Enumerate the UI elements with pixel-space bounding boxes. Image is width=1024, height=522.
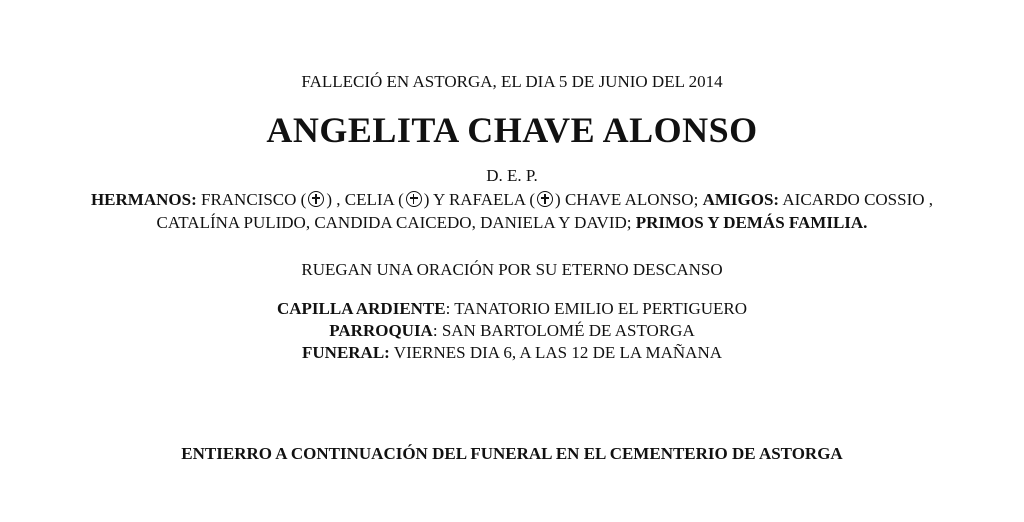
circled-cross-icon bbox=[308, 191, 324, 207]
family-line-2 bbox=[0, 212, 1024, 234]
parish-line bbox=[0, 320, 1024, 342]
parish-label: PARROQUIA bbox=[329, 321, 433, 340]
funeral-label: FUNERAL: bbox=[302, 343, 390, 362]
circled-cross-icon bbox=[406, 191, 422, 207]
friends-list-continued: CATALÍNA PULIDO, CANDIDA CAICEDO, DANIELA Y DAVID; bbox=[156, 213, 632, 232]
primos-text: PRIMOS Y DEMÁS FAMILIA. bbox=[635, 213, 868, 232]
death-date-line: FALLECIÓ EN ASTORGA, EL DIA 5 DE JUNIO DEL 2014 bbox=[301, 72, 723, 91]
prayer-request: RUEGAN UNA ORACIÓN POR SU ETERNO DESCANSO bbox=[301, 260, 723, 279]
funeral-value: VIERNES DIA 6, A LAS 12 DE LA MAÑANA bbox=[389, 343, 722, 362]
amigos-label: AMIGOS: bbox=[702, 190, 780, 209]
chapel-label: CAPILLA ARDIENTE bbox=[276, 299, 446, 318]
hermanos-label: HERMANOS: bbox=[90, 190, 197, 209]
francisco-text: FRANCISCO ( bbox=[200, 190, 307, 209]
funeral-line bbox=[0, 342, 1024, 364]
family-line-1 bbox=[0, 189, 1024, 211]
celia-text: ) , CELIA ( bbox=[326, 190, 404, 209]
burial-line: ENTIERRO A CONTINUACIÓN DEL FUNERAL EN EL CEMENTERIO DE ASTORGA bbox=[181, 444, 843, 463]
amigos-list: AICARDO COSSIO , bbox=[782, 190, 934, 209]
parish-value: : SAN BARTOLOMÉ DE ASTORGA bbox=[432, 321, 695, 340]
circled-cross-icon bbox=[537, 191, 553, 207]
deceased-name: ANGELITA CHAVE ALONSO bbox=[266, 110, 758, 150]
chapel-value: : TANATORIO EMILIO EL PERTIGUERO bbox=[445, 299, 748, 318]
dep-abbreviation: D. E. P. bbox=[486, 166, 538, 185]
chave-alonso-text: ) CHAVE ALONSO; bbox=[555, 190, 699, 209]
chapel-line bbox=[0, 298, 1024, 320]
rafaela-text: ) Y RAFAELA ( bbox=[423, 190, 536, 209]
